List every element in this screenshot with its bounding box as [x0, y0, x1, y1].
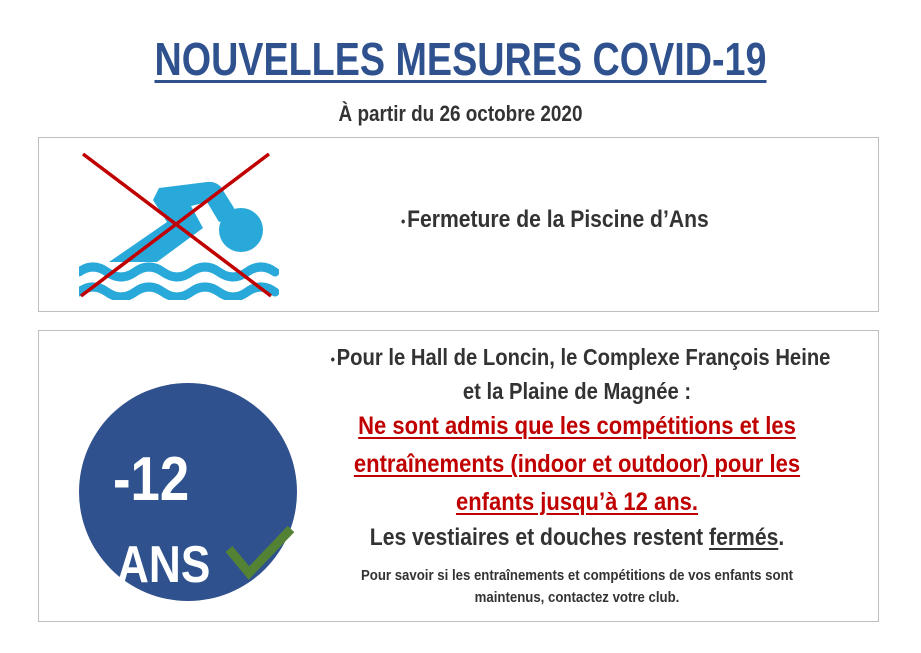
age-badge-number: -12 [113, 445, 190, 514]
age-badge [79, 383, 297, 601]
warning-text3: enfants jusqu’à 12 ans. [455, 487, 699, 516]
page-title [83, 30, 838, 88]
bullet-icon: • [401, 212, 406, 229]
warning-text1: Ne sont admis que les compétitions et les [358, 411, 796, 440]
contact-note-line1: Pour savoir si les entraînements et compétitions de vos enfants sont [360, 566, 794, 584]
contact-note-line2: maintenus, contactez votre club. [474, 588, 680, 606]
pool-closure-panel [38, 137, 879, 312]
warning-line2 [331, 445, 824, 483]
pool-closure-label: Fermeture de la Piscine d’Ans [407, 206, 709, 233]
vestiaires-line [331, 521, 824, 555]
vestiaires-suffix: . [778, 523, 785, 551]
halls-panel [38, 330, 879, 622]
page-subtitle: À partir du 26 octobre 2020 [338, 101, 583, 126]
vestiaires-closed: fermés [709, 523, 779, 551]
halls-intro-line2: et la Plaine de Magnée : [462, 377, 692, 404]
bullet-icon: • [330, 350, 335, 367]
checkmark-icon [225, 523, 295, 583]
warning-text2: entraînements (indoor et outdoor) pour les [353, 449, 801, 478]
warning-line3 [331, 483, 824, 521]
halls-intro-text1: Pour le Hall de Loncin, le Complexe François Heine [336, 344, 831, 370]
age-badge-unit: ANS [117, 536, 211, 594]
warning-line1 [331, 407, 824, 445]
halls-intro-line1 [330, 341, 831, 375]
halls-info [297, 341, 857, 609]
pool-closure-text [401, 204, 709, 237]
swimmer-crossed-out-icon [79, 150, 279, 300]
page-title-text: NOUVELLES MESURES COVID-19 [154, 33, 767, 85]
vestiaires-prefix: Les vestiaires et douches restent [369, 523, 710, 551]
